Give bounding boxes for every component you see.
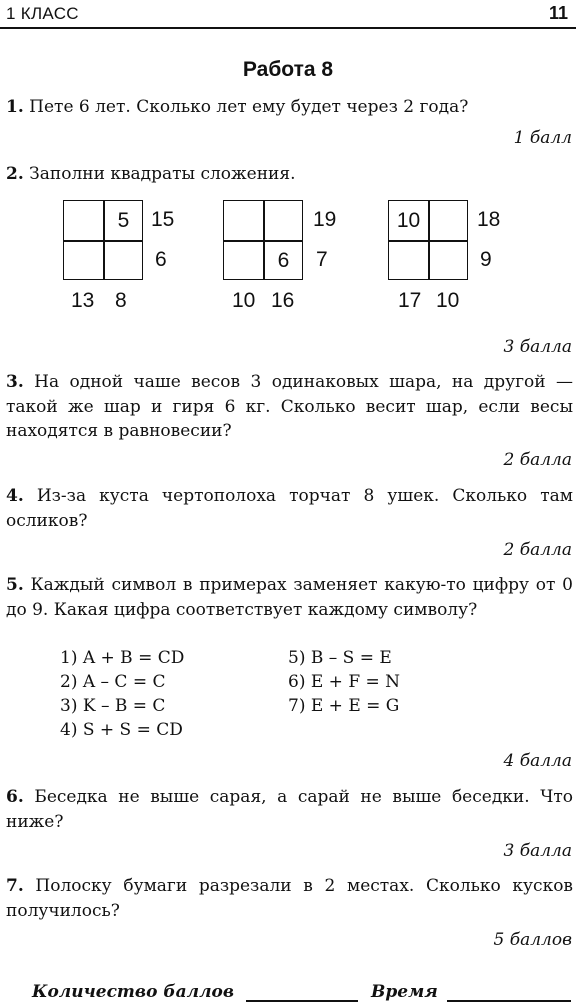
task-text: Каждый символ в примерах заменяет какую-то цифру от 0 до 9. Какая цифра соответствует каждому символу?: [6, 575, 573, 620]
equation: 2) A – C = C: [60, 672, 166, 692]
task-5-points: 4 балла: [503, 751, 572, 771]
equation: 6) E + F = N: [288, 672, 401, 692]
task-number: 6.: [6, 787, 24, 807]
column-sum: 8: [115, 289, 127, 312]
row-sum: 7: [316, 248, 328, 271]
task-6: [6, 785, 573, 834]
row-sum: 6: [155, 248, 167, 271]
column-sum: 10: [436, 289, 460, 312]
equation: 4) S + S = CD: [60, 720, 183, 740]
task-4: [6, 484, 573, 533]
time-field[interactable]: [447, 1000, 571, 1002]
row-sum: 9: [480, 248, 492, 271]
score-label: Количество баллов: [32, 982, 235, 1002]
time-label: Время: [371, 982, 438, 1002]
task-number: 4.: [6, 486, 24, 506]
square-cell[interactable]: [224, 201, 263, 240]
addition-square-1: [63, 200, 143, 280]
task-text: Полоску бумаги разрезали в 2 местах. Сколько кусков получилось?: [6, 876, 573, 921]
addition-square-2: [223, 200, 303, 280]
square-cell[interactable]: 6: [277, 248, 290, 272]
task-text: Из-за куста чертополоха торчат 8 ушек. Сколько там осликов?: [6, 486, 573, 531]
task-3-points: 2 балла: [503, 450, 572, 470]
score-field[interactable]: [246, 1000, 358, 1002]
task-number: 3.: [6, 372, 24, 392]
task-3: [6, 370, 573, 444]
column-sum: 13: [71, 289, 95, 312]
task-number: 5.: [6, 575, 24, 595]
square-cell[interactable]: [429, 241, 468, 280]
square-cell[interactable]: [224, 241, 263, 280]
column-sum: 16: [271, 289, 295, 312]
square-cell[interactable]: [264, 201, 303, 240]
addition-square-3: [388, 200, 468, 280]
task-7-points: 5 баллов: [493, 930, 572, 950]
square-cell[interactable]: [104, 241, 143, 280]
task-text: Пете 6 лет. Сколько лет ему будет через 2 года?: [29, 97, 469, 117]
task-6-points: 3 балла: [503, 841, 572, 861]
task-text: Беседка не выше сарая, а сарай не выше беседки. Что ниже?: [6, 787, 573, 832]
equation: 7) E + E = G: [288, 696, 400, 716]
task-1-points: 1 балл: [513, 128, 572, 148]
page-number: 11: [548, 3, 568, 23]
row-sum: 19: [313, 208, 337, 231]
equation: 1) A + B = CD: [60, 648, 185, 668]
column-sum: 10: [232, 289, 256, 312]
square-cell[interactable]: [429, 201, 468, 240]
equation: 3) K – B = C: [60, 696, 166, 716]
task-5: [6, 573, 573, 622]
task-2-points: 3 балла: [503, 337, 572, 357]
task-1: [6, 95, 573, 120]
square-cell[interactable]: [389, 241, 428, 280]
task-number: 2.: [6, 164, 24, 184]
task-4-points: 2 балла: [503, 540, 572, 560]
square-cell[interactable]: 10: [396, 208, 421, 232]
task-text: Заполни квадраты сложения.: [29, 164, 296, 184]
task-text: На одной чаше весов 3 одинаковых шара, на другой — такой же шар и гиря 6 кг. Сколько весит шар, если весы находятся в равновесии?: [6, 372, 574, 441]
square-cell[interactable]: [64, 241, 103, 280]
class-label: 1 КЛАСС: [6, 4, 79, 23]
row-sum: 18: [477, 208, 501, 231]
row-sum: 15: [151, 208, 175, 231]
task-number: 1.: [6, 97, 24, 117]
header-divider: [0, 27, 576, 29]
task-number: 7.: [6, 876, 24, 896]
equation: 5) B – S = E: [288, 648, 392, 668]
task-2: [6, 162, 573, 187]
square-cell[interactable]: 5: [117, 208, 130, 232]
page-title: Работа 8: [242, 58, 334, 81]
column-sum: 17: [398, 289, 422, 312]
task-7: [6, 874, 573, 923]
square-cell[interactable]: [64, 201, 103, 240]
